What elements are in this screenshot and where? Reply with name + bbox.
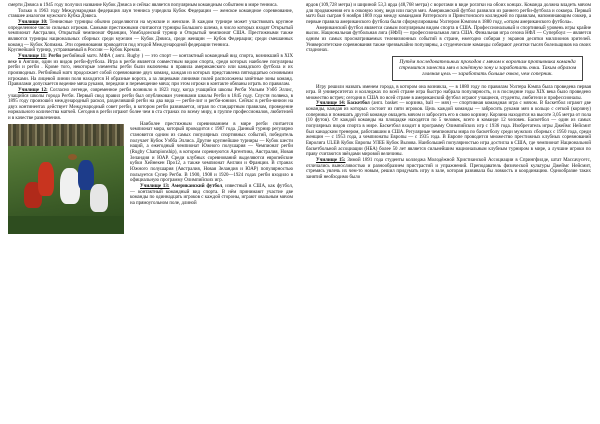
section-u15-label: Училище 15: xyxy=(316,158,346,164)
photo-crowd xyxy=(8,124,124,146)
paragraph-kremlin-cup: Крупнейший турнир, устраиваемый в России — Кубок Кремля. xyxy=(8,48,141,54)
section-u13-text: , известный в США, как футбол, — контактный командный вид спорта. В нём принимают участие две команды по одиннадцать игроков с каждой стороны, играют овальным мячом на прямоугольном поле, длиной xyxy=(130,184,294,206)
section-u14-title: Баскетбол xyxy=(345,101,370,107)
rugby-match-photo xyxy=(8,124,124,234)
photo-player xyxy=(90,184,108,212)
paragraph-world-cup: Наиболее престижным соревнованием в мире регби считается чемпионат мира, который проводится с 1987 года. Данный турнир регулярно становится одним из самых популярных спортивных событий, победитель получает Кубок Уэбба Эллиса. Другие крупнейшие турниры — Кубок шести наций, а ежегодный чемпионат Южного полушария — Чемпионат регби (Rugby Championship), в котором соревнуются Аргентина, Австралия, Новая Зеландия и ЮАР. Среди клубных соревнований выделяются европейские кубки Хейнекен Про12, а также чемпионат Англии и Франции. В странах Южного полушария (Австралия, Новая Зеландия и ЮАР) популярностью пользуется Супер Регби. В 1900, 1908 и 1920—1924 годах регби входило в официальную программу Олимпийских игр. xyxy=(130,121,293,184)
paragraph-intro-tail: смерти Дэвиса в 1945 году получил название Кубок Дэвиса и сейчас является популярным командным событием в мире тенниса. xyxy=(8,3,278,8)
section-u14-label: Училище 14: xyxy=(316,101,346,107)
callout-box: Путём последовательных проходов с мячом к воротам противника команда стремится занести мяч в зачётную зону и заработать очки. Таким образом главная цель — заработать больше очков, чем соперник. xyxy=(392,56,583,81)
section-u13-label: Училище 13: xyxy=(140,184,170,189)
section-u11-label: Училище 11: xyxy=(18,53,47,59)
paragraph-fed-cup-1963: Только в 1963 году Международная федерация лаун тенниса учредила Кубок Федерации — женское командное соревнование, ставшее аналогом мужского Кубка Дэвиса. xyxy=(8,8,293,20)
paragraph-field-dimensions: ярдов (109,728 метра) и шириной 53,3 ярда (48,768 метра) с воротами в виде рогатки на обоих концах. Команда должна владеть мячом для продвижения его в очковую зону, ведя или пасуя мяч. Американский футбол развился из раннего регби-футбола и соккера. Первый матч был сыгран 6 ноября 1869 года между командами Ратгерского и Принстонского колледжей по правилам, напоминающим соккер, а первые правила американского футбола были сформулированы Уолтером Кэмпом в 1880 году, «отцом американского футбола». xyxy=(306,3,591,25)
section-u11 xyxy=(8,54,293,88)
photo-rugby-ball xyxy=(68,154,77,160)
photo-player xyxy=(60,168,80,204)
paragraph-games-history: Игру решили назвать именем города, в котором она возникла, — в 1880 году по правилам Уолтера Кэмпа была проведена первая игра. В университетах и колледжах по всей стране игра быстро набрала популярность, и в последние годы XIX века было проведено множество встреч; сегодня в США по всей стране в американский футбол играют учащиеся, студенты, любители и профессионалы. xyxy=(306,84,591,101)
section-u14-text: (англ. basket — корзина, ball — мяч) — спортивная командная игра с мячом. В баскетбол играют две команды, каждая из которых состоит из пяти игроков. Цель каждой команды — забросить руками мяч в кольцо с сеткой (корзину) соперника и помешать другой команде овладеть мячом и забросить его в свою корзину. Корзина находится на высоте 3,05 метра от пола (10 футов). От каждой команды на площадке находятся по 5 человек, всего в команде 12 человек. Баскетбол — один из самых популярных видов спорта в мире. Баскетбол входит в программу Олимпийских игр с 1936 года. Изобретатель игры Джеймс Нейсмит был канадским тренером, работавшим в США. Регулярные чемпионаты мира по баскетболу среди мужских сборных с 1950 года, среди женщин — с 1953 года, а чемпионаты Европы — с 1935 года. В Европе проводится множество престижных клубных соревнований Евролига ULEB Кубок Европы УЛЕБ Кубок Вызова. Наибольшей популярностью игра достигла в США, где чемпионат Национальной баскетбольной ассоциации (НБА) более 50 лет является сильнейшим национальным клубным турниром в мире, а лучшие игроки по праву считаются звёздами мировой величины. xyxy=(306,101,591,158)
paragraph-nfl: Американский футбол является самым популярным видом спорта в США. Профессиональный и спортивный уровень игры крайне высок. Национальная футбольная лига (НФЛ) — профессиональная лига США. Финальная игра сезона НФЛ — Супербоул — является одним из самых просматриваемых телевизионных событий в стране, ежегодно собирая у экранов десятки миллионов зрителей. Университетские соревнования также чрезвычайно популярны, а студенческие команды собирают десятки тысяч болельщиков на своих стадионах. xyxy=(306,25,591,54)
right-column xyxy=(306,3,591,181)
section-u10-text: Теннисные турниры обычно разделяются на мужские и женские. В каждом турнире может участвовать крупное определенное число сильных игроков. Самыми престижными считаются турниры Большого шлема, в число которых входят Открытый чемпионат Австралии, Открытый чемпионат Франции, Уимблдонский турнир и Открытый чемпионат США. Престижными также являются турниры национальных сборных среди мужчин — Кубок Дэвиса, среди женщин — Кубок Федерации; среди смешанных команд — Кубок Хопмана. Эти соревнования проводятся под эгидой Международной федерации тенниса. xyxy=(8,19,293,48)
section-u15 xyxy=(306,158,591,181)
section-u10 xyxy=(8,20,293,48)
section-u12 xyxy=(8,88,293,122)
section-u11-text: регбийный матч. МФА ( англ. Rugby ) — это спорт — контактный командный вид спорта, возникший в XIX веке в Англии, один из видов регби-футбола. Игра в регби является совместным видом спорта, среди которых наиболее популярны регби и регби . Кроме того, некоторые элементы регби были включены в правила американского или канадского футбола и их производных. Регбийный матч продолжает собой соревнование двух команд, каждая из которых представлена пятнадцатью основными игроками. На лицевой линии поля находится Н образные ворота, а за лицевыми линиями полей расположены зачётные зоны команд. Правилами допускается ведение мяча руками, передачи и перемещение мяча; при этом игроки в контакте обязаны играть по правилам. xyxy=(8,53,293,88)
section-u14 xyxy=(306,101,591,158)
section-u11-title: Регби xyxy=(46,53,61,59)
photo-player xyxy=(78,160,94,190)
photo-turf xyxy=(8,216,124,234)
left-column xyxy=(8,3,293,235)
section-u12-label: Училище 12: xyxy=(18,87,48,93)
section-u10-label: Училище 10: xyxy=(18,19,48,25)
section-u13-title: Американский футбол xyxy=(169,184,223,189)
section-u15-text: Зимой 1891 года студенты колледжа Молодёжной Христианской Ассоциации в Спрингфилде, штат Массачусетс, отличались выносливостью и разнообразием пристрастий и упражнений. Преподаватель физической культуры Джеймс Нейсмит, стремясь увлечь их чем-то новым, решил придумать игру в зале, которая развивала бы ловкость и координацию. Однообразие таких занятий необходимо было xyxy=(306,158,591,181)
section-u12-text: Согласно легенде, современное регби возникло в 1823 году, когда учащийся школы Регби Уильям Уэбб Эллис, учащийся школы города Регби. Первый свод правил регби был опубликован учениками школы Регби в 1845 году. Спустя полвека, в 1895 году произошёл международный раскол, разделивший регби на два вида — регби-лиг и регби-юнион. Сейчас в регби-юнион на двух континентах действует Международный совет регби, в котором регби развивается, играя по стандартным правилам, проведение нормального количества матчей. Сегодня в регби играют более чем в ста странах по всему миру, в группе профессионалов, любителей и в качестве развлечения. xyxy=(8,87,293,122)
photo-player xyxy=(38,162,54,196)
